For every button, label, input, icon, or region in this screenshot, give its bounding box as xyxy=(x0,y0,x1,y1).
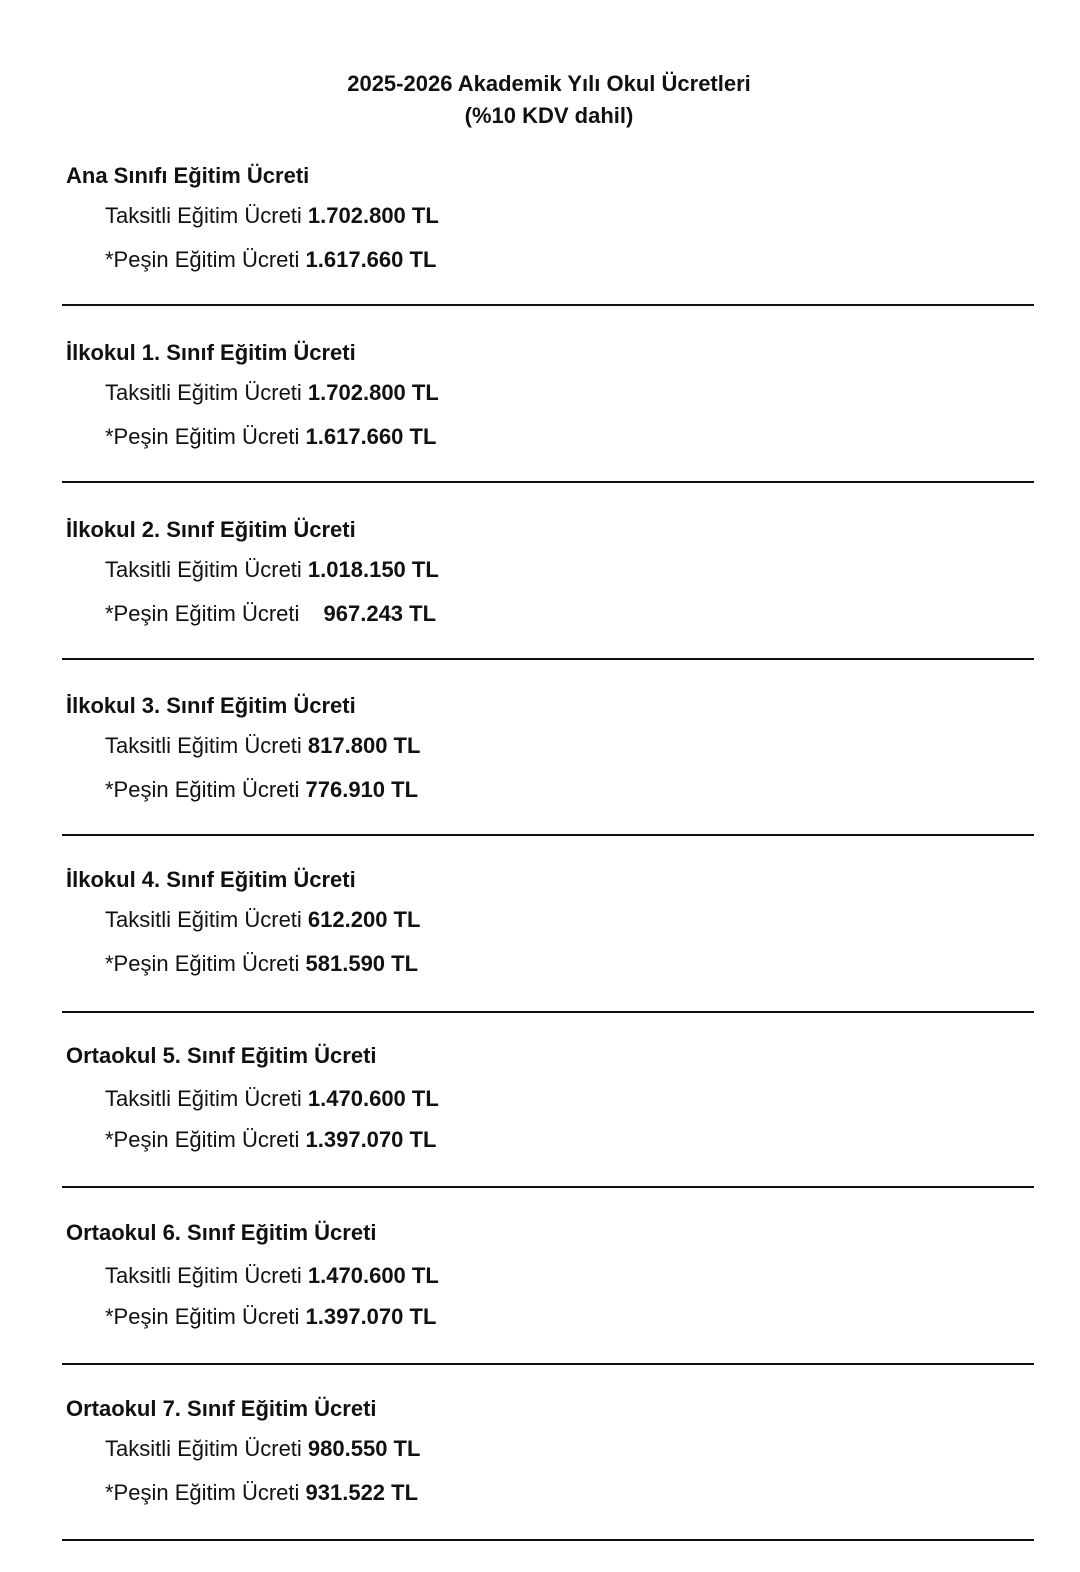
installment-fee-label: Taksitli Eğitim Ücreti xyxy=(105,380,308,405)
section-divider xyxy=(62,1186,1034,1188)
section-title: Ortaokul 6. Sınıf Eğitim Ücreti xyxy=(66,1220,377,1245)
cash-fee-row xyxy=(105,776,418,804)
section-divider xyxy=(62,304,1034,306)
cash-fee-row xyxy=(105,423,436,451)
installment-fee-label: Taksitli Eğitim Ücreti xyxy=(105,1263,308,1288)
cash-fee-label: *Peşin Eğitim Ücreti xyxy=(105,1480,306,1505)
cash-fee-row xyxy=(105,1479,418,1507)
section-title: İlkokul 2. Sınıf Eğitim Ücreti xyxy=(66,517,356,542)
installment-fee-label: Taksitli Eğitim Ücreti xyxy=(105,907,308,932)
cash-fee-value: 1.617.660 TL xyxy=(305,424,437,449)
cash-fee-value: 931.522 TL xyxy=(305,1480,419,1505)
cash-fee-label: *Peşin Eğitim Ücreti xyxy=(105,247,306,272)
fee-section-ortaokul-6 xyxy=(0,1219,1080,1396)
fee-section-ilkokul-3 xyxy=(0,692,1080,869)
installment-fee-row xyxy=(105,202,439,230)
cash-fee-label: *Peşin Eğitim Ücreti xyxy=(105,424,306,449)
installment-fee-value: 1.702.800 TL xyxy=(307,380,439,405)
installment-fee-value: 612.200 TL xyxy=(307,907,421,932)
cash-fee-label: *Peşin Eğitim Ücreti xyxy=(105,777,306,802)
installment-fee-row xyxy=(105,1435,420,1463)
section-title: Ortaokul 7. Sınıf Eğitim Ücreti xyxy=(66,1396,377,1421)
section-title: İlkokul 1. Sınıf Eğitim Ücreti xyxy=(66,340,356,365)
cash-fee-value: 776.910 TL xyxy=(305,777,419,802)
cash-fee-label: *Peşin Eğitim Ücreti xyxy=(105,1304,306,1329)
installment-fee-value: 1.702.800 TL xyxy=(307,203,439,228)
cash-fee-label: *Peşin Eğitim Ücreti xyxy=(105,951,306,976)
installment-fee-row xyxy=(105,1085,439,1113)
installment-fee-value: 1.470.600 TL xyxy=(307,1263,439,1288)
installment-fee-row xyxy=(105,556,439,584)
section-divider xyxy=(62,1011,1034,1013)
section-divider xyxy=(62,481,1034,483)
page-header xyxy=(0,68,1080,132)
installment-fee-row xyxy=(105,732,420,760)
fee-section-ilkokul-2 xyxy=(0,516,1080,693)
installment-fee-label: Taksitli Eğitim Ücreti xyxy=(105,1086,308,1111)
section-divider xyxy=(62,1363,1034,1365)
cash-fee-label: *Peşin Eğitim Ücreti xyxy=(105,1127,306,1152)
section-divider xyxy=(62,658,1034,660)
fee-section-ilkokul-1 xyxy=(0,339,1080,516)
fee-section-ana-sinifi xyxy=(0,162,1080,339)
fee-section-ilkokul-4 xyxy=(0,866,1080,1043)
installment-fee-value: 817.800 TL xyxy=(307,733,421,758)
installment-fee-row xyxy=(105,379,439,407)
installment-fee-label: Taksitli Eğitim Ücreti xyxy=(105,733,308,758)
cash-fee-value: 1.617.660 TL xyxy=(305,247,437,272)
section-divider xyxy=(62,834,1034,836)
section-title: İlkokul 4. Sınıf Eğitim Ücreti xyxy=(66,867,356,892)
installment-fee-row xyxy=(105,1262,439,1290)
cash-fee-label: *Peşin Eğitim Ücreti xyxy=(105,601,306,626)
cash-fee-value: 1.397.070 TL xyxy=(305,1304,437,1329)
page-title: 2025-2026 Akademik Yılı Okul Ücretleri xyxy=(347,71,751,96)
cash-fee-value: 581.590 TL xyxy=(305,951,419,976)
cash-fee-row xyxy=(105,1303,436,1331)
installment-fee-row xyxy=(105,906,420,934)
installment-fee-value: 1.018.150 TL xyxy=(307,557,439,582)
installment-fee-value: 980.550 TL xyxy=(307,1436,421,1461)
cash-fee-row xyxy=(105,600,436,628)
cash-fee-row xyxy=(105,1126,436,1154)
installment-fee-label: Taksitli Eğitim Ücreti xyxy=(105,557,308,582)
section-divider xyxy=(62,1539,1034,1541)
cash-fee-value: 967.243 TL xyxy=(323,601,437,626)
installment-fee-label: Taksitli Eğitim Ücreti xyxy=(105,1436,308,1461)
section-title: İlkokul 3. Sınıf Eğitim Ücreti xyxy=(66,693,356,718)
cash-fee-value: 1.397.070 TL xyxy=(305,1127,437,1152)
fee-section-ortaokul-7 xyxy=(0,1395,1080,1572)
installment-fee-label: Taksitli Eğitim Ücreti xyxy=(105,203,308,228)
page-subtitle: (%10 KDV dahil) xyxy=(464,103,634,128)
fee-section-ortaokul-5 xyxy=(0,1042,1080,1219)
cash-fee-row xyxy=(105,950,418,978)
installment-fee-value: 1.470.600 TL xyxy=(307,1086,439,1111)
section-title: Ana Sınıfı Eğitim Ücreti xyxy=(66,163,310,188)
section-title: Ortaokul 5. Sınıf Eğitim Ücreti xyxy=(66,1043,377,1068)
cash-fee-row xyxy=(105,246,436,274)
